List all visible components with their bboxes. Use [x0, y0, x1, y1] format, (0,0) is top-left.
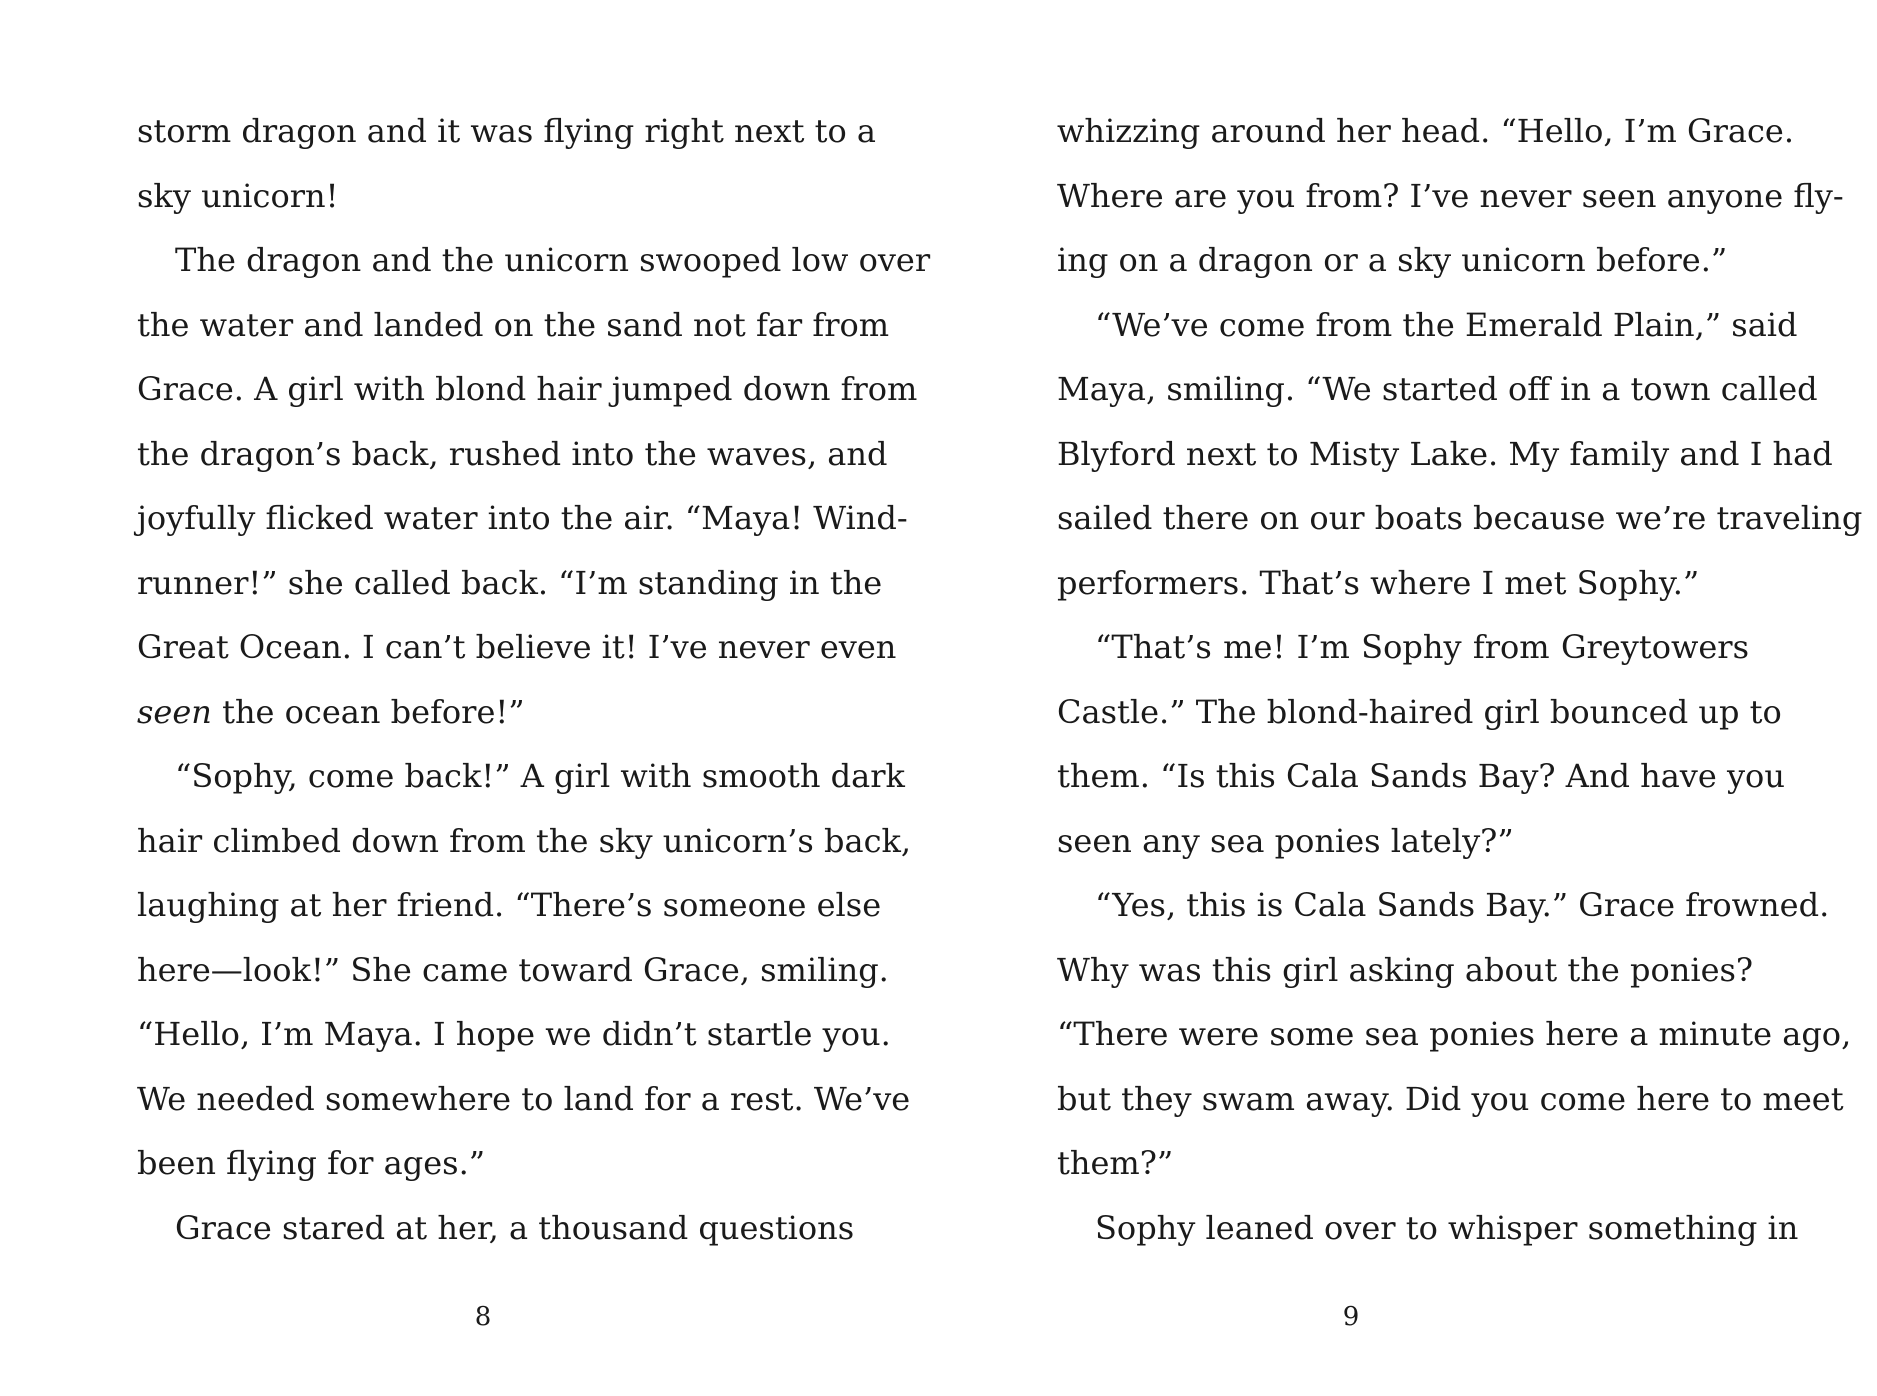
text-line: Blyford next to Misty Lake. My family and I had: [1057, 434, 1833, 473]
text-line: The dragon and the unicorn swooped low over: [175, 241, 931, 279]
text-line: been flying for ages.”: [137, 1144, 486, 1182]
text-line: Castle.” The blond-haired girl bounced up to: [1057, 692, 1782, 731]
text-line: Maya, smiling. “We started off in a town called: [1057, 370, 1818, 408]
left-page-text: [137, 99, 931, 1260]
text-line: them?”: [1057, 1144, 1174, 1182]
text-line: “That’s me! I’m Sophy from Greytowers: [1095, 628, 1749, 666]
text-line: sailed there on our boats because we’re traveling: [1057, 499, 1863, 537]
emphasis-word: seen: [137, 692, 212, 731]
text-line: Where are you from? I’ve never seen anyone fly-: [1057, 176, 1844, 215]
text-line: “Sophy, come back!” A girl with smooth dark: [175, 757, 905, 795]
text-line: Why was this girl asking about the ponies?: [1057, 950, 1754, 989]
right-page: [938, 0, 1876, 1396]
text-line: runner!” she called back. “I’m standing in the: [137, 563, 883, 602]
text-line: them. “Is this Cala Sands Bay? And have you: [1057, 757, 1785, 795]
text-line: “Yes, this is Cala Sands Bay.” Grace frowned.: [1095, 886, 1830, 924]
text-line: sky unicorn!: [137, 176, 339, 215]
text-line: hair climbed down from the sky unicorn’s back,: [137, 821, 912, 860]
text-line: Sophy leaned over to whisper something in: [1095, 1208, 1799, 1247]
text-line: seen any sea ponies lately?”: [1057, 821, 1514, 860]
text-line: storm dragon and it was flying right next to a: [137, 112, 876, 150]
text-line: “Hello, I’m Maya. I hope we didn’t startle you.: [137, 1015, 891, 1053]
text-line: whizzing around her head. “Hello, I’m Grace.: [1057, 112, 1795, 150]
text-line: Grace stared at her, a thousand questions: [175, 1208, 855, 1247]
text-line: “There were some sea ponies here a minute ago,: [1057, 1015, 1852, 1053]
page-number: 9: [1342, 1302, 1360, 1332]
text-line: performers. That’s where I met Sophy.”: [1057, 563, 1700, 602]
text-line: here—look!” She came toward Grace, smiling.: [137, 950, 889, 989]
text-line: laughing at her friend. “There’s someone else: [137, 886, 882, 924]
text-line: the dragon’s back, rushed into the waves, and: [137, 434, 888, 473]
text-line-rest: the ocean before!”: [211, 692, 525, 731]
text-line: ing on a dragon or a sky unicorn before.”: [1057, 241, 1728, 279]
left-page: [0, 0, 938, 1396]
text-line: the water and landed on the sand not far from: [137, 305, 890, 344]
text-line: joyfully flicked water into the air. “Maya! Wind-: [137, 499, 908, 537]
page-number: 8: [474, 1302, 492, 1332]
text-line: but they swam away. Did you come here to meet: [1057, 1079, 1844, 1118]
right-page-text: [1057, 99, 1863, 1260]
text-line: Grace. A girl with blond hair jumped down from: [137, 370, 918, 408]
text-line: Great Ocean. I can’t believe it! I’ve never even: [137, 628, 897, 666]
text-line: We needed somewhere to land for a rest. We’ve: [137, 1079, 911, 1118]
text-line: “We’ve come from the Emerald Plain,” said: [1095, 305, 1798, 344]
text-line: [137, 680, 829, 745]
